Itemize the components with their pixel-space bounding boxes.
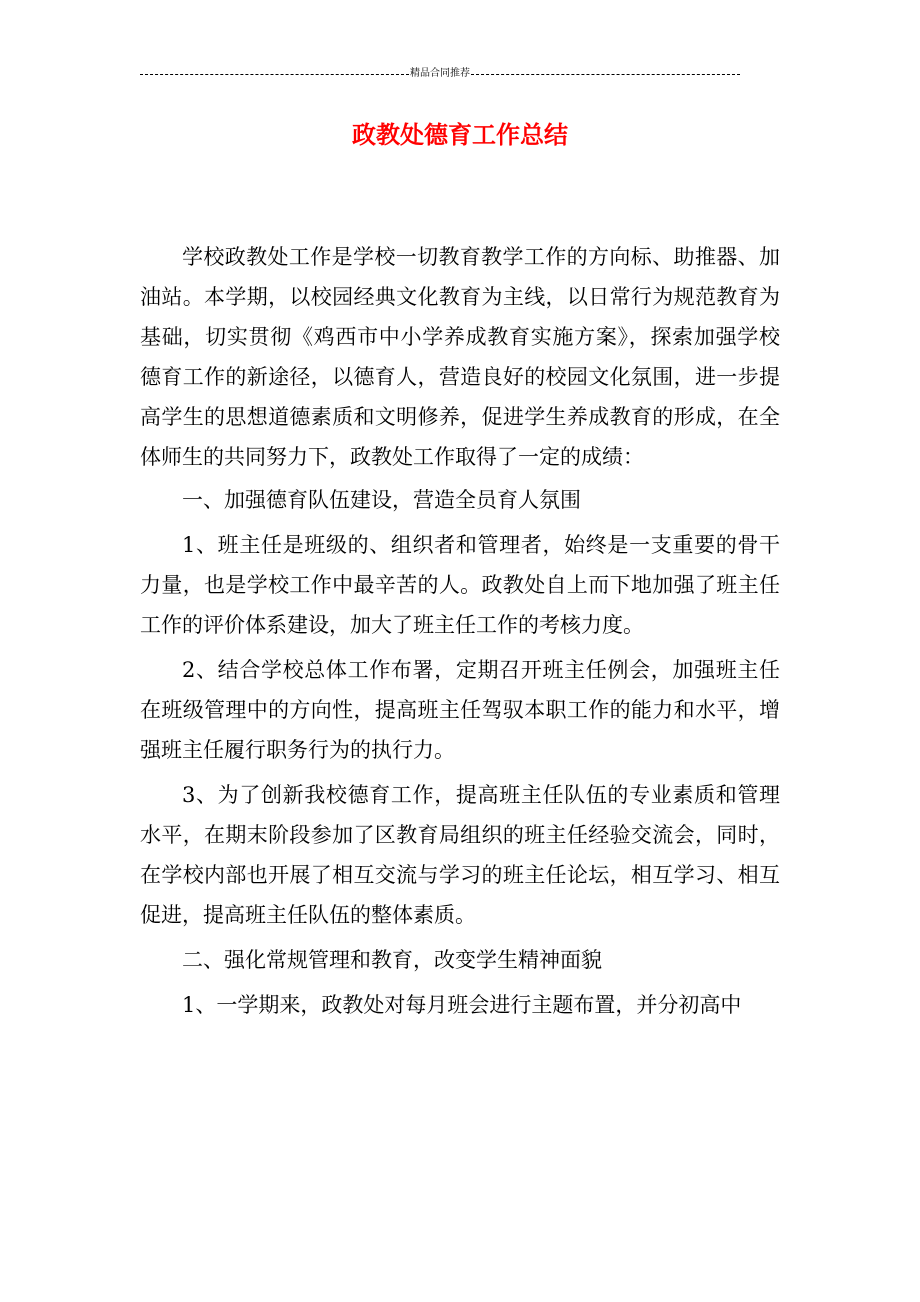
document-title: 政教处德育工作总结 <box>352 121 568 149</box>
document-body <box>140 237 780 1030</box>
section-2-item-1: 1、一学期来，政教处对每月班会进行主题布置，并分初高中 <box>182 993 742 1017</box>
section-1-heading: 一、加强德育队伍建设，营造全员育人氛围 <box>182 488 581 512</box>
section-1-item-1: 1、班主任是班级的、组织者和管理者，始终是一支重要的骨干力量，也是学校工作中最辛苦的人。政教处自上而下地加强了班主任工作的评价体系建设，加大了班主任工作的考核力度。 <box>140 533 780 637</box>
section-1-item-2: 2、结合学校总体工作布署，定期召开班主任例会，加强班主任在班级管理中的方向性，提高班主任驾驭本职工作的能力和水平，增强班主任履行职务行为的执行力。 <box>140 658 780 762</box>
header-dash-left <box>140 74 409 75</box>
section-1-item-3: 3、为了创新我校德育工作，提高班主任队伍的专业素质和管理水平，在期末阶段参加了区教育局组织的班主任经验交流会，同时，在学校内部也开展了相互交流与学习的班主任论坛，相互学习、相互促进，提高班主任队伍的整体素质。 <box>140 783 780 927</box>
section-2-heading: 二、强化常规管理和教育，改变学生精神面貌 <box>182 948 602 972</box>
header-label: 精品合同推荐 <box>410 68 470 79</box>
page-header <box>140 66 740 82</box>
header-dash-right <box>471 74 740 75</box>
intro-paragraph: 学校政教处工作是学校一切教育教学工作的方向标、助推器、加油站。本学期，以校园经典文化教育为主线，以日常行为规范教育为基础，切实贯彻《鸡西市中小学养成教育实施方案》，探索加强学校德育工作的新途径，以德育人，营造良好的校园文化氛围，进一步提高学生的思想道德素质和文明修养，促进学生养成教育的形成，在全体师生的共同努力下，政教处工作取得了一定的成绩： <box>140 245 780 469</box>
